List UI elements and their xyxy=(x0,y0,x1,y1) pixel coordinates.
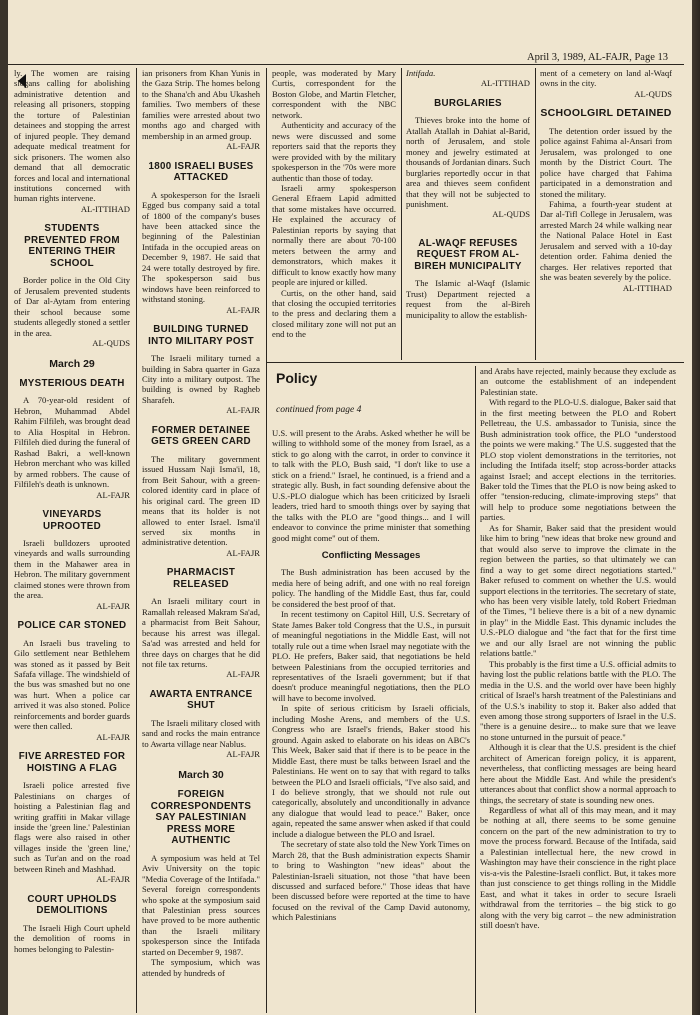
source-label: AL-QUDS xyxy=(492,209,530,220)
headline: SCHOOLGIRL DETAINED xyxy=(540,107,672,120)
page-header: April 3, 1989, AL-FAJR, Page 13 xyxy=(527,52,668,63)
article-text: Israeli bulldozers uprooted vineyards and walls surrounding them in the Mahawer area in Hebron. The military government claimed stones were thrown from the area. xyxy=(14,538,130,601)
headline: FIVE ARRESTED FOR HOISTING A FLAG xyxy=(18,751,126,774)
source-label: AL-QUDS xyxy=(92,338,130,349)
article-text: U.S. will present to the Arabs. Asked whether he will be willing to withhold some of the money from Israel, as a stick to go along with the carrot, in order to convince it to talk with the PLO, Bush said, "I don't like to use a stick on a friend." Israel, he continued, is a friend and a strategic ally. Bush, in fact sounding defensive about the U.S.-PLO dialogue which has been criticized by Israeli leaders, tried hard to smooth things over by saying that the talks with the PLO are "good things... and I will endeavor to convince the prime minister that something good might come" out of them. xyxy=(272,428,470,543)
column-2 xyxy=(142,68,260,1013)
headline: POLICE CAR STONED xyxy=(17,620,127,632)
article-text: ly. The women are raising slogans calling for abolishing administrative detention and releasing all prisoners, stopping the torture of Palestinian detainees and stopping the arrest of injured people. They demand adequate medical treatment for sick prisoners. The women also demand that all democratic forces and local and international institutions concerned with human rights intervene. xyxy=(14,68,130,204)
policy-column-left xyxy=(272,428,470,1013)
article-text: ment of a cemetery on land al-Waqf owns in the city. xyxy=(540,68,672,89)
source-label: AL-FAJR xyxy=(226,749,260,760)
column-rule xyxy=(535,68,536,360)
source-label: AL-ITTIHAD xyxy=(80,203,130,214)
article-text: A spokesperson for the Israeli Egged bus company said a total of 1800 of the company's buses have been attacked since the beginning of the Palestinian Intifada in the occupied areas on December 9, 1987. He said that 24 were totally destroyed by fire. The spokesperson said bus windows have been reinforced to withstand stoning. xyxy=(142,189,260,305)
source-label: AL-ITTIHAD xyxy=(622,282,672,293)
policy-title: Policy xyxy=(276,370,318,386)
article-text: The Bush administration has been accused by the media here of being adrift, and one with no real foreign policy. The handling of the Middle East, thus far, could be considered the best proof of that. xyxy=(272,567,470,609)
headline: STUDENTS PREVENTED FROM ENTERING THEIR SCHOOL xyxy=(24,223,120,269)
source-label: AL-FAJR xyxy=(96,874,130,885)
column-rule xyxy=(266,68,267,1013)
article-text: Regardless of what all of this may mean, and it may be nothing at all, there seems to be some genuine concern on the part of the new administration to try to move the process forward. Because of the Intifada, said a Palestinian intellectual here, the new crowd in Washington may have their conscience in the right place vis-a-vis the Palestine-Israeli conflict. But, it takes more than just conscience to get things rolling in the Middle East, and what it takes in order to secure Israeli withdrawal from the territories – the big stick to go along with the very big carrot – the new administration still doesn't have. xyxy=(480,805,676,931)
article-text: In recent testimony on Capitol Hill, U.S. Secretary of State James Baker told Congress that the U.S., in pursuit of meaningful negotiations in the Middle East, will not totally rule out a time when Israel may negotiate with the PLO. He prefers, Baker said, that negotiations be held between Palestinians from the occupied territories and representatives of the Israeli government; but if that doesn't produce meaningful negotiations, then the PLO will have to become involved. xyxy=(272,609,470,703)
source-label: AL-FAJR xyxy=(226,141,260,152)
article-text: Israeli police arrested five Palestinians on charges of hoisting a Palestinian flag and writing graffiti in Makar village inside the 'green line.' Palestinian flags were also raised in other villages inside the 'green line,' such as Tur'an and on the road between Rineh and Mashhad. xyxy=(14,780,130,874)
article-text: With regard to the PLO-U.S. dialogue, Baker said that in the first meeting between the PLO and Robert Pelletreau, the U.S. ambassador to Tunisia, since the Bush administration took office, the PLO "understood the points we were making." The U.S. suggested that the PLO stop violent demonstrations in the territories, not including the Intifada itself; stop across-border attacks against Israel; and accept elections in the territories. Baker told the Times that the PLO is now being asked to offer "tension-reducing, climate-improving steps" that will help to produce some negotiations between the parties. xyxy=(480,397,676,523)
article-text: The detention order issued by the police against Fahima al-Ansari from Jerusalem, was prolonged to one month by the District Court. The police have charged that Fahima participated in a demonstration and stoned the military. xyxy=(540,125,672,199)
headline: AWARTA ENTRANCE SHUT xyxy=(149,688,253,712)
policy-top-rule xyxy=(266,362,684,363)
headline: 1800 ISRAELI BUSES ATTACKED xyxy=(148,160,254,184)
source-label: AL-QUDS xyxy=(634,88,672,99)
article-text: In spite of serious criticism by Israeli officials, including Moshe Arens, and members of the U.S. Congress who are Israel's friends, Baker stood his ground. Again asked to elaborate on his ideas on ABC's This Week, Baker said that if there is to be peace in the Middle East, there must be talks between Israel and the Palestinians. He went on to say that with regard to talks between the PLO and Israeli officials, "I've also said, and I do believe strongly, that we should not rule out categorically, absolutely and unconditionally in advance any dialogue that would lead to peace." Baker, once again, repeated the same answer when asked if that could include a dialogue between the PLO and Israel. xyxy=(272,703,470,839)
headline: COURT UPHOLDS DEMOLITIONS xyxy=(27,893,117,917)
article-text: An Israeli military court in Ramallah released Makram Sa'ad, a pharmacist from Beit Sahour, because his arrest was illegal. Sa'ad was arrested and held for three days on charges that he did not file tax returns. xyxy=(142,596,260,670)
column-rule xyxy=(401,68,402,360)
headline: BURGLARIES xyxy=(434,97,502,109)
article-text: Although it is clear that the U.S. president is the chief architect of American foreign policy, it is apparent, nevertheless, that conflicting messages are being heard here about the Middle East. And while the president's utterances about that conflict show a normal approach to things, the secretary of state is sounding new ones. xyxy=(480,742,676,805)
article-text: The symposium, which was attended by hundreds of xyxy=(142,957,260,978)
article-text: Authenticity and accuracy of the news were discussed and some reporters said that the reports they were provided with by the military spokesperson in the '70s were more authentic than those of today. xyxy=(272,120,396,183)
article-text: Israeli army spokesperson General Efraem Lapid admitted that some mistakes have occurred. He explained the accuracy of Palestinian reports by saying that normally there are about 70-100 meters between the army and demonstrators, which makes it difficult to know exactly how many people are injured or killed. xyxy=(272,182,396,288)
article-text: This probably is the first time a U.S. official admits to having lost the public relations battle with the PLO. The media in the U.S. and the world over have been highly critical of Israel's harsh treatment of the Palestinians and of the U.S.'s inability to stop it. Baker also added that even among those strong supporters of Israel in the U.S. "there is a genuine desire... to make sure that we leave no stone unturned in the pursuit of peace." xyxy=(480,658,676,742)
header-rule xyxy=(8,64,684,65)
date-heading: March 29 xyxy=(49,357,95,370)
column-5-top xyxy=(540,68,672,360)
article-text: As for Shamir, Baker said that the president would like him to bring "new ideas that broke new ground and that would also serve to improve the climate in the region between the parties, so that ultimately we can find a way to get some direct negotiations started." Baker refused to comment on whether the U.S. would support elections in the territories. The secretary of state, who has been very visible lately, told Robert Friedman of the Times, "I believe there is a bit of a new dynamic in play" in the Middle East. This dynamic includes the U.S.-PLO dialogue and "the fact that for the first time we and our ally Israel are not winning the public relations battle." xyxy=(480,522,676,659)
policy-column-right xyxy=(480,366,676,1013)
headline: MYSTERIOUS DEATH xyxy=(19,377,125,389)
article-text: The Israeli military turned a building in Sabra quarter in Gaza City into a military outpost. The building is owned by Ragheb Sharafeh. xyxy=(142,353,260,405)
newspaper-page xyxy=(8,0,692,1015)
headline: PHARMACIST RELEASED xyxy=(166,567,236,590)
source-label: AL-FAJR xyxy=(96,600,130,611)
article-text: ian prisoners from Khan Yunis in the Gaza Strip. The homes belong to the Shana'ch and Abu Ukasheh families. Two members of these families were arrested about two months ago and charged with membership in an armed group. xyxy=(142,68,260,141)
article-text: Border police in the Old City of Jerusalem prevented students of Dar al-Aytam from entering their school because some students allegedly stoned a settler in the area. xyxy=(14,275,130,338)
source-label: AL-ITTIHAD xyxy=(480,78,530,89)
headline: FOREIGN CORRESPONDENTS SAY PALESTINIAN PRESS MORE AUTHENTIC xyxy=(150,789,252,847)
source-label: AL-FAJR xyxy=(226,405,260,416)
column-3-top xyxy=(272,68,396,360)
article-text: A symposium was held at Tel Aviv University on the topic "Media Coverage of the Intifada." Several foreign correspondents who spoke at the symposium said that Palestinian press sources have proved to be more authentic than the Israeli military spokesperson since the Intifada started on December 9, 1987. xyxy=(142,852,260,957)
headline: VINEYARDS UPROOTED xyxy=(42,509,102,532)
article-text: The Israeli High Court upheld the demolition of rooms in homes belonging to Palestin- xyxy=(14,922,130,954)
article-text: Thieves broke into the home of Atallah Atallah in Dahiat al-Barid, north of Jerusalem, and stole money and jewelry estimated at thousands of Jordanian dinars. Such burglaries reportedly occur in that area and thieves seem confident that they will not be subjected to punishment. xyxy=(406,115,530,210)
column-rule xyxy=(136,68,137,1013)
continued-label: continued from page 4 xyxy=(276,405,362,415)
article-text: Curtis, on the other hand, said that closing the occupied territories to the press and declaring them a closed military zone will not put an end to the xyxy=(272,287,396,340)
article-text: The secretary of state also told the New York Times on March 28, that the Bush administration expects Shamir to bring to Washington "new ideas" about the Palestinian-Israeli situation, not those "that have been discussed and surfaced before." Those ideas that have been discussed before were reported at the time to have focused on the revival of the Camp David autonomy, which Palestinians xyxy=(272,839,470,923)
subheading: Conflicting Messages xyxy=(321,549,421,561)
column-rule xyxy=(475,366,476,1013)
article-text: A 70-year-old resident of Hebron, Muhammad Abdel Rahim Filfileh, was brought dead to Alia Hospital in Hebron. Filfileh died during the funeral of Rashad Bakri, a well-known Hebron merchant who was killed by armed robbers. The cause of Filfileh's death is unknown. xyxy=(14,395,130,490)
article-text: The Israeli military closed with sand and rocks the main entrance to Awarta village near Nablus. xyxy=(142,717,260,749)
headline: BUILDING TURNED INTO MILITARY POST xyxy=(148,324,254,347)
article-text: Fahima, a fourth-year student at Dar al-Tifl College in Jerusalem, was arrested March 24 while walking near the National Palace Hotel in East Jerusalem and served with a 10-day detention order. Fahima denied the charges. Her relatives reported that she was beaten severely by the police. xyxy=(540,199,672,283)
source-label: AL-FAJR xyxy=(226,547,260,558)
source-label: AL-FAJR xyxy=(96,731,130,742)
column-1 xyxy=(14,68,130,1013)
date-heading: March 30 xyxy=(178,768,224,781)
source-label: AL-FAJR xyxy=(226,304,260,315)
headline: AL-WAQF REFUSES REQUEST FROM AL-BIREH MUNICIPALITY xyxy=(414,237,522,272)
headline: FORMER DETAINEE GETS GREEN CARD xyxy=(151,424,251,448)
article-text: An Israeli bus traveling to Gilo settlement near Bethlehem was stoned as it passed by Beit Safafa village. The windshield of the bus was smashed but no one was hurt. When a police car arrived it was also stoned. Police reinforcements and border guards were then called. xyxy=(14,637,130,732)
article-text: Intifada. xyxy=(406,68,436,78)
source-label: AL-FAJR xyxy=(226,669,260,680)
article-text: and Arabs have rejected, mainly because they exclude as an outcome the establishment of an independent Palestinian state. xyxy=(480,366,676,397)
article-text: people, was moderated by Mary Curtis, correspondent for the Boston Globe, and Martin Fletcher, correspondent with the NBC network. xyxy=(272,68,396,120)
article-text: The military government issued Hussam Naji Isma'il, 18, from Beit Sahour, with a green-colored identity card in place of his original card. The green ID means that its holder is not allowed to enter Israel. Isma'il served six months in administrative detention. xyxy=(142,453,260,548)
column-4-top xyxy=(406,68,530,360)
source-label: AL-FAJR xyxy=(96,489,130,500)
article-text: The Islamic al-Waqf (Islamic Trust) Department rejected a request from the al-Bireh municipality to allow the establish- xyxy=(406,278,530,320)
